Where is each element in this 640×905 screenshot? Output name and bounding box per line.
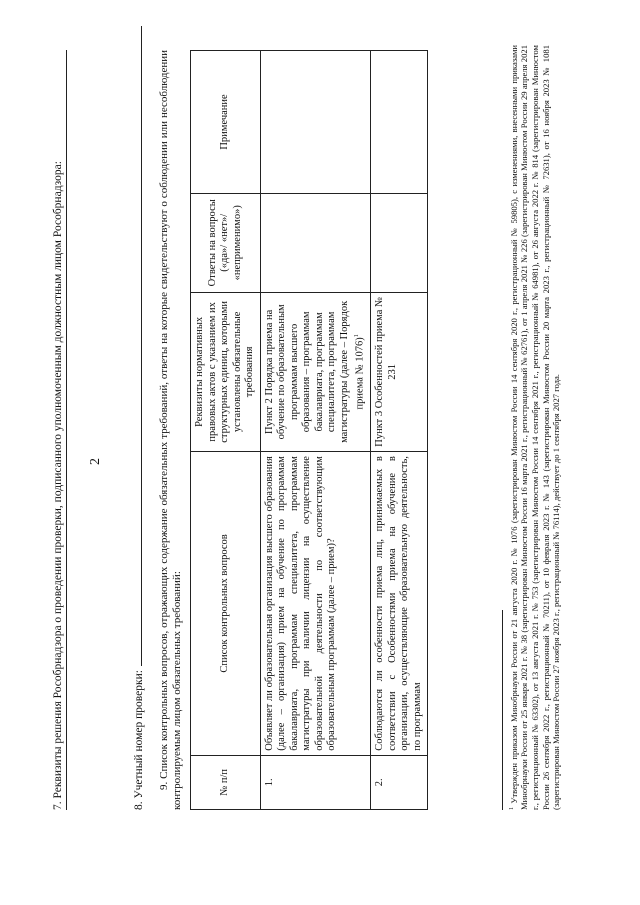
section-7 xyxy=(52,50,67,810)
footnote-ref: 1 xyxy=(354,334,360,338)
page-number: 2 xyxy=(88,458,103,465)
header-num: № п/п xyxy=(191,755,261,809)
footnote-mark: 1 xyxy=(509,807,515,810)
header-note: Примечание xyxy=(191,51,261,194)
row-requisites-text: Пункт 2 Порядка приема на обучение по образовательным программам высшего образования – программам бакалавриата, программам специалитета, программам магистратуры (далее – Порядок приема № 1076) xyxy=(263,300,366,443)
header-answers: Ответы на вопросы («да»/ «нет»/ «неприменимо») xyxy=(191,193,261,292)
section-7-underline xyxy=(66,50,67,810)
checklist-table xyxy=(190,50,428,810)
table-row xyxy=(260,51,371,810)
row-num: 2. xyxy=(371,755,428,809)
row-question: Объявляет ли образовательная организация высшего образования (далее – организация) прием на обучение по программам бакалавриата, программам специалитета, программам магистратуры при наличии лицензии на осуществление образовательной деятельности по соответствующим образовательным программам (далее – прием)? xyxy=(260,452,371,756)
footnote-separator xyxy=(502,610,503,810)
footnote-text: Утвержден приказом Минобрнауки России от 21 августа 2020 г. № 1076 (зарегистрирован Минюстом России 14 сентября 2020 г., регистрационный № 59805), с изменениями, внесенными приказами Минобрнауки России от 25 января 2021 г. № 38 (зарегистрирован Минюстом России 16 марта 2021 г., регистрационный № 62761), от 1 апреля 2021 № 226 (зарегистрирован Минюстом России 29 апреля 2021 г., регистрационный № 63302), от 13 августа 2021 г. № 753 (зарегистрирован Минюстом России 14 сентября 2021 г., регистрационный № 64981), от 26 августа 2022 г. № 814 (зарегистрирован Минюстом России 26 сентября 2022 г., регистрационный № 70211), от 10 февраля 2023 г. № 143 (зарегистрирован Минюстом России 20 марта 2023 г., регистрационный № 72631), от 16 ноября 2023 № 1081 (зарегистрирован Минюстом России 27 ноября 2023 г., регистрационный № 76114), действует до 1 сентября 2027 года. xyxy=(508,45,562,810)
section-7-text: 7. Реквизиты решения Рособрнадзора о проведении проверки, подписанного уполномоченным должностным лицом Рособрнадзора: xyxy=(52,161,64,810)
row-note xyxy=(371,51,428,194)
row-num: 1. xyxy=(260,755,371,809)
row-question: Соблюдаются ли особенности приема лиц, принимаемых в соответствии с Особенностями приема на обучение в организации, осуществляющие образовательную деятельность, по программам xyxy=(371,452,428,756)
header-questions: Список контрольных вопросов xyxy=(191,452,261,756)
section-8-underline xyxy=(141,26,142,666)
section-8 xyxy=(133,26,145,810)
row-requisites: Пункт 3 Особенностей приема № 231 xyxy=(371,292,428,452)
table-row xyxy=(371,51,428,810)
row-answer xyxy=(371,193,428,292)
row-requisites xyxy=(260,292,371,452)
header-requisites: Реквизиты нормативных правовых актов с указанием их структурных единиц, которыми установлены обязательные требования xyxy=(191,292,261,452)
section-9: 9. Список контрольных вопросов, отражающих содержание обязательных требований, ответы на которые свидетельствуют о соблюдении или несоблюдении контролируемым лицом обязательных требований: xyxy=(158,50,183,810)
footnote xyxy=(507,45,562,810)
row-note xyxy=(260,51,371,194)
table-header-row xyxy=(191,51,261,810)
section-8-text: 8. Учетный номер проверки: xyxy=(133,670,145,810)
row-answer xyxy=(260,193,371,292)
